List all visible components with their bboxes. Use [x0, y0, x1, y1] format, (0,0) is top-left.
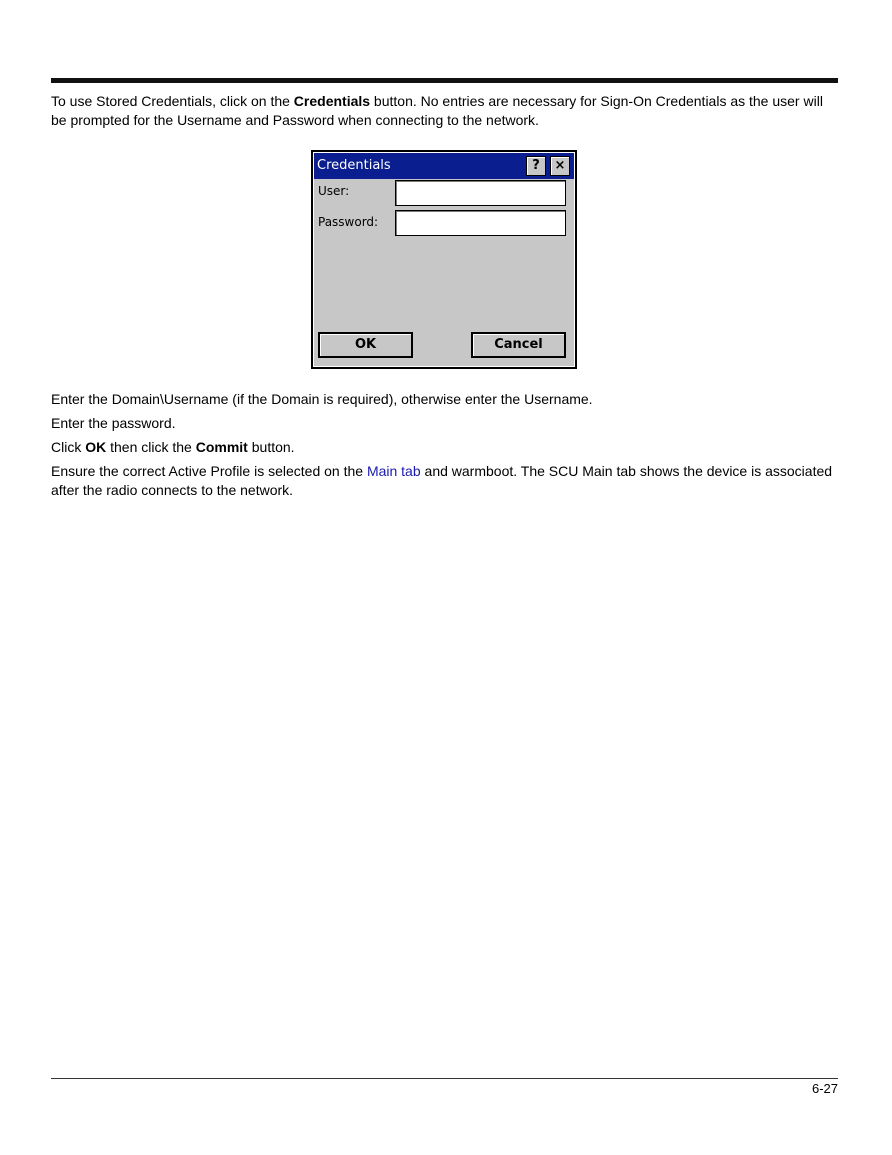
close-icon: × [554, 158, 566, 173]
footer-rule [51, 1078, 838, 1079]
intro-text-cont: button. No entries are necessary for Sign-On Credentials as the user will be prompted for the Username and Password when connecting to the network. [51, 93, 823, 128]
intro-text: To use Stored Credentials, click on the [51, 93, 294, 109]
help-icon: ? [532, 158, 540, 173]
header-rule [51, 78, 838, 83]
dialog-titlebar [314, 153, 574, 179]
user-label: User: [318, 184, 350, 198]
step-4-text-cont: and warmboot. The SCU Main tab shows the device is associated after the radio connects to the network. [51, 463, 833, 498]
step-1: Enter the Domain\Username (if the Domain is required), otherwise enter the Username. [51, 391, 593, 407]
close-button[interactable] [550, 156, 570, 176]
password-label: Password: [318, 215, 379, 229]
ok-button[interactable]: OK [318, 332, 413, 358]
page-number: 6-27 [811, 1081, 838, 1096]
user-field[interactable] [395, 180, 566, 206]
ok-term: OK [85, 439, 107, 455]
step-3-text-cont: then click the [106, 439, 196, 455]
steps-section [51, 390, 841, 505]
step-2: Enter the password. [51, 415, 176, 431]
step-3 [51, 438, 841, 457]
dialog-title: Credentials [317, 158, 391, 173]
intro-paragraph [51, 92, 841, 130]
step-3-text: Click [51, 439, 86, 455]
step-4 [51, 462, 841, 500]
step-3-text-end: button. [247, 439, 295, 455]
commit-term: Commit [195, 439, 248, 455]
intro-section [51, 92, 841, 130]
credentials-dialog [311, 150, 577, 369]
cancel-button[interactable]: Cancel [471, 332, 566, 358]
main-tab-link[interactable]: Main tab [366, 463, 421, 479]
step-4-text: Ensure the correct Active Profile is selected on the [51, 463, 367, 479]
password-input[interactable] [396, 211, 565, 235]
help-button[interactable] [526, 156, 546, 176]
password-field[interactable] [395, 210, 566, 236]
credentials-term: Credentials [293, 93, 371, 109]
user-input[interactable] [396, 181, 565, 205]
